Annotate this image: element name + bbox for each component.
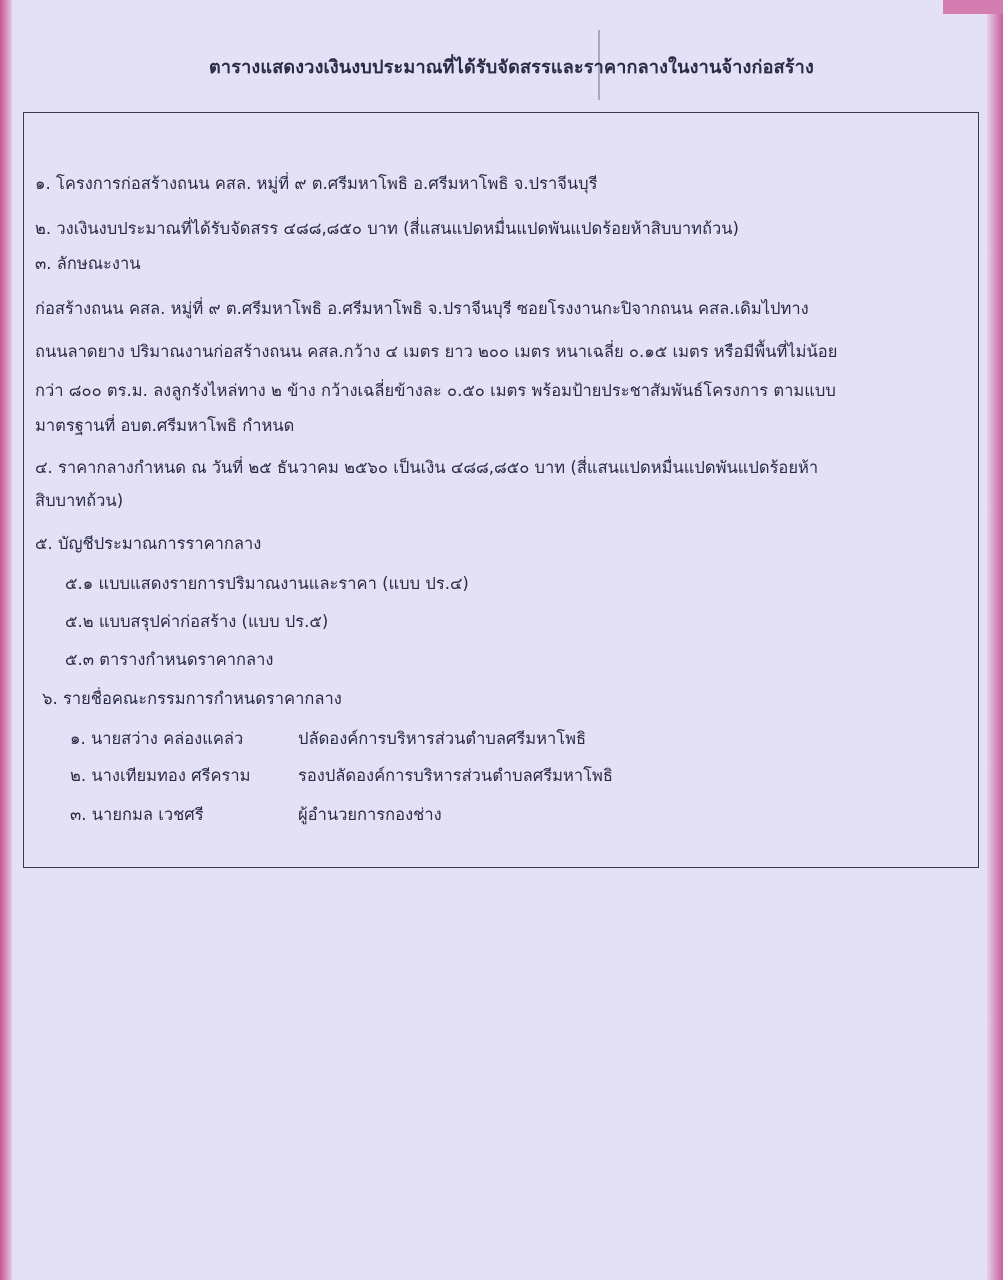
- item-4-line-1: ๔. ราคากลางกำหนด ณ วันที่ ๒๕ ธันวาคม ๒๕๖๐ เป็นเงิน ๔๘๘,๘๕๐ บาท (สี่แสนแปดหมื่นแปดพันแปดร้อยห้า: [35, 458, 819, 477]
- page-corner: [943, 0, 1003, 14]
- item-5-2: ๕.๒ แบบสรุปค่าก่อสร้าง (แบบ ปร.๕): [65, 612, 329, 631]
- page-edge-right: [987, 0, 1003, 1280]
- committee-name-3: ๓. นายกมล เวชศรี: [70, 805, 204, 824]
- item-3-heading: ๓. ลักษณะงาน: [35, 254, 141, 273]
- committee-position-3: ผู้อำนวยการกองช่าง: [298, 805, 442, 824]
- document-title: ตารางแสดงวงเงินงบประมาณที่ได้รับจัดสรรและราคากลางในงานจ้างก่อสร้าง: [209, 57, 814, 78]
- committee-name-1: ๑. นายสว่าง คล่องแคล่ว: [70, 729, 244, 748]
- item-3-desc-line-4: มาตรฐานที่ อบต.ศรีมหาโพธิ กำหนด: [35, 416, 295, 435]
- item-3-desc-line-2: ถนนลาดยาง ปริมาณงานก่อสร้างถนน คสล.กว้าง ๔ เมตร ยาว ๒๐๐ เมตร หนาเฉลี่ย ๐.๑๕ เมตร หรือมีพื้นที่ไม่น้อย: [35, 342, 838, 361]
- item-5-3: ๕.๓ ตารางกำหนดราคากลาง: [65, 650, 274, 669]
- committee-name-2: ๒. นางเทียมทอง ศรีคราม: [70, 766, 251, 785]
- committee-position-2: รองปลัดองค์การบริหารส่วนตำบลศรีมหาโพธิ: [298, 766, 613, 785]
- item-5-heading: ๕. บัญชีประมาณการราคากลาง: [35, 534, 262, 553]
- item-5-1: ๕.๑ แบบแสดงรายการปริมาณงานและราคา (แบบ ปร.๔): [65, 574, 469, 593]
- item-3-desc-line-1: ก่อสร้างถนน คสล. หมู่ที่ ๙ ต.ศรีมหาโพธิ อ.ศรีมหาโพธิ จ.ปราจีนบุรี ซอยโรงงานกะปิจากถนน คสล.เดิมไปทาง: [35, 299, 809, 318]
- item-2-budget: ๒. วงเงินงบประมาณที่ได้รับจัดสรร ๔๘๘,๘๕๐ บาท (สี่แสนแปดหมื่นแปดพันแปดร้อยห้าสิบบาทถ้วน): [35, 219, 739, 238]
- item-1-project: ๑. โครงการก่อสร้างถนน คสล. หมู่ที่ ๙ ต.ศรีมหาโพธิ อ.ศรีมหาโพธิ จ.ปราจีนบุรี: [35, 174, 598, 193]
- committee-position-1: ปลัดองค์การบริหารส่วนตำบลศรีมหาโพธิ: [298, 729, 587, 748]
- item-4-line-2: สิบบาทถ้วน): [35, 491, 124, 510]
- page-edge-left: [0, 0, 12, 1280]
- item-3-desc-line-3: กว่า ๘๐๐ ตร.ม. ลงลูกรังไหล่ทาง ๒ ข้าง กว้างเฉลี่ยข้างละ ๐.๕๐ เมตร พร้อมป้ายประชาสัมพันธ์โครงการ ตามแบบ: [35, 381, 836, 400]
- item-6-heading: ๖. รายชื่อคณะกรรมการกำหนดราคากลาง: [42, 689, 342, 708]
